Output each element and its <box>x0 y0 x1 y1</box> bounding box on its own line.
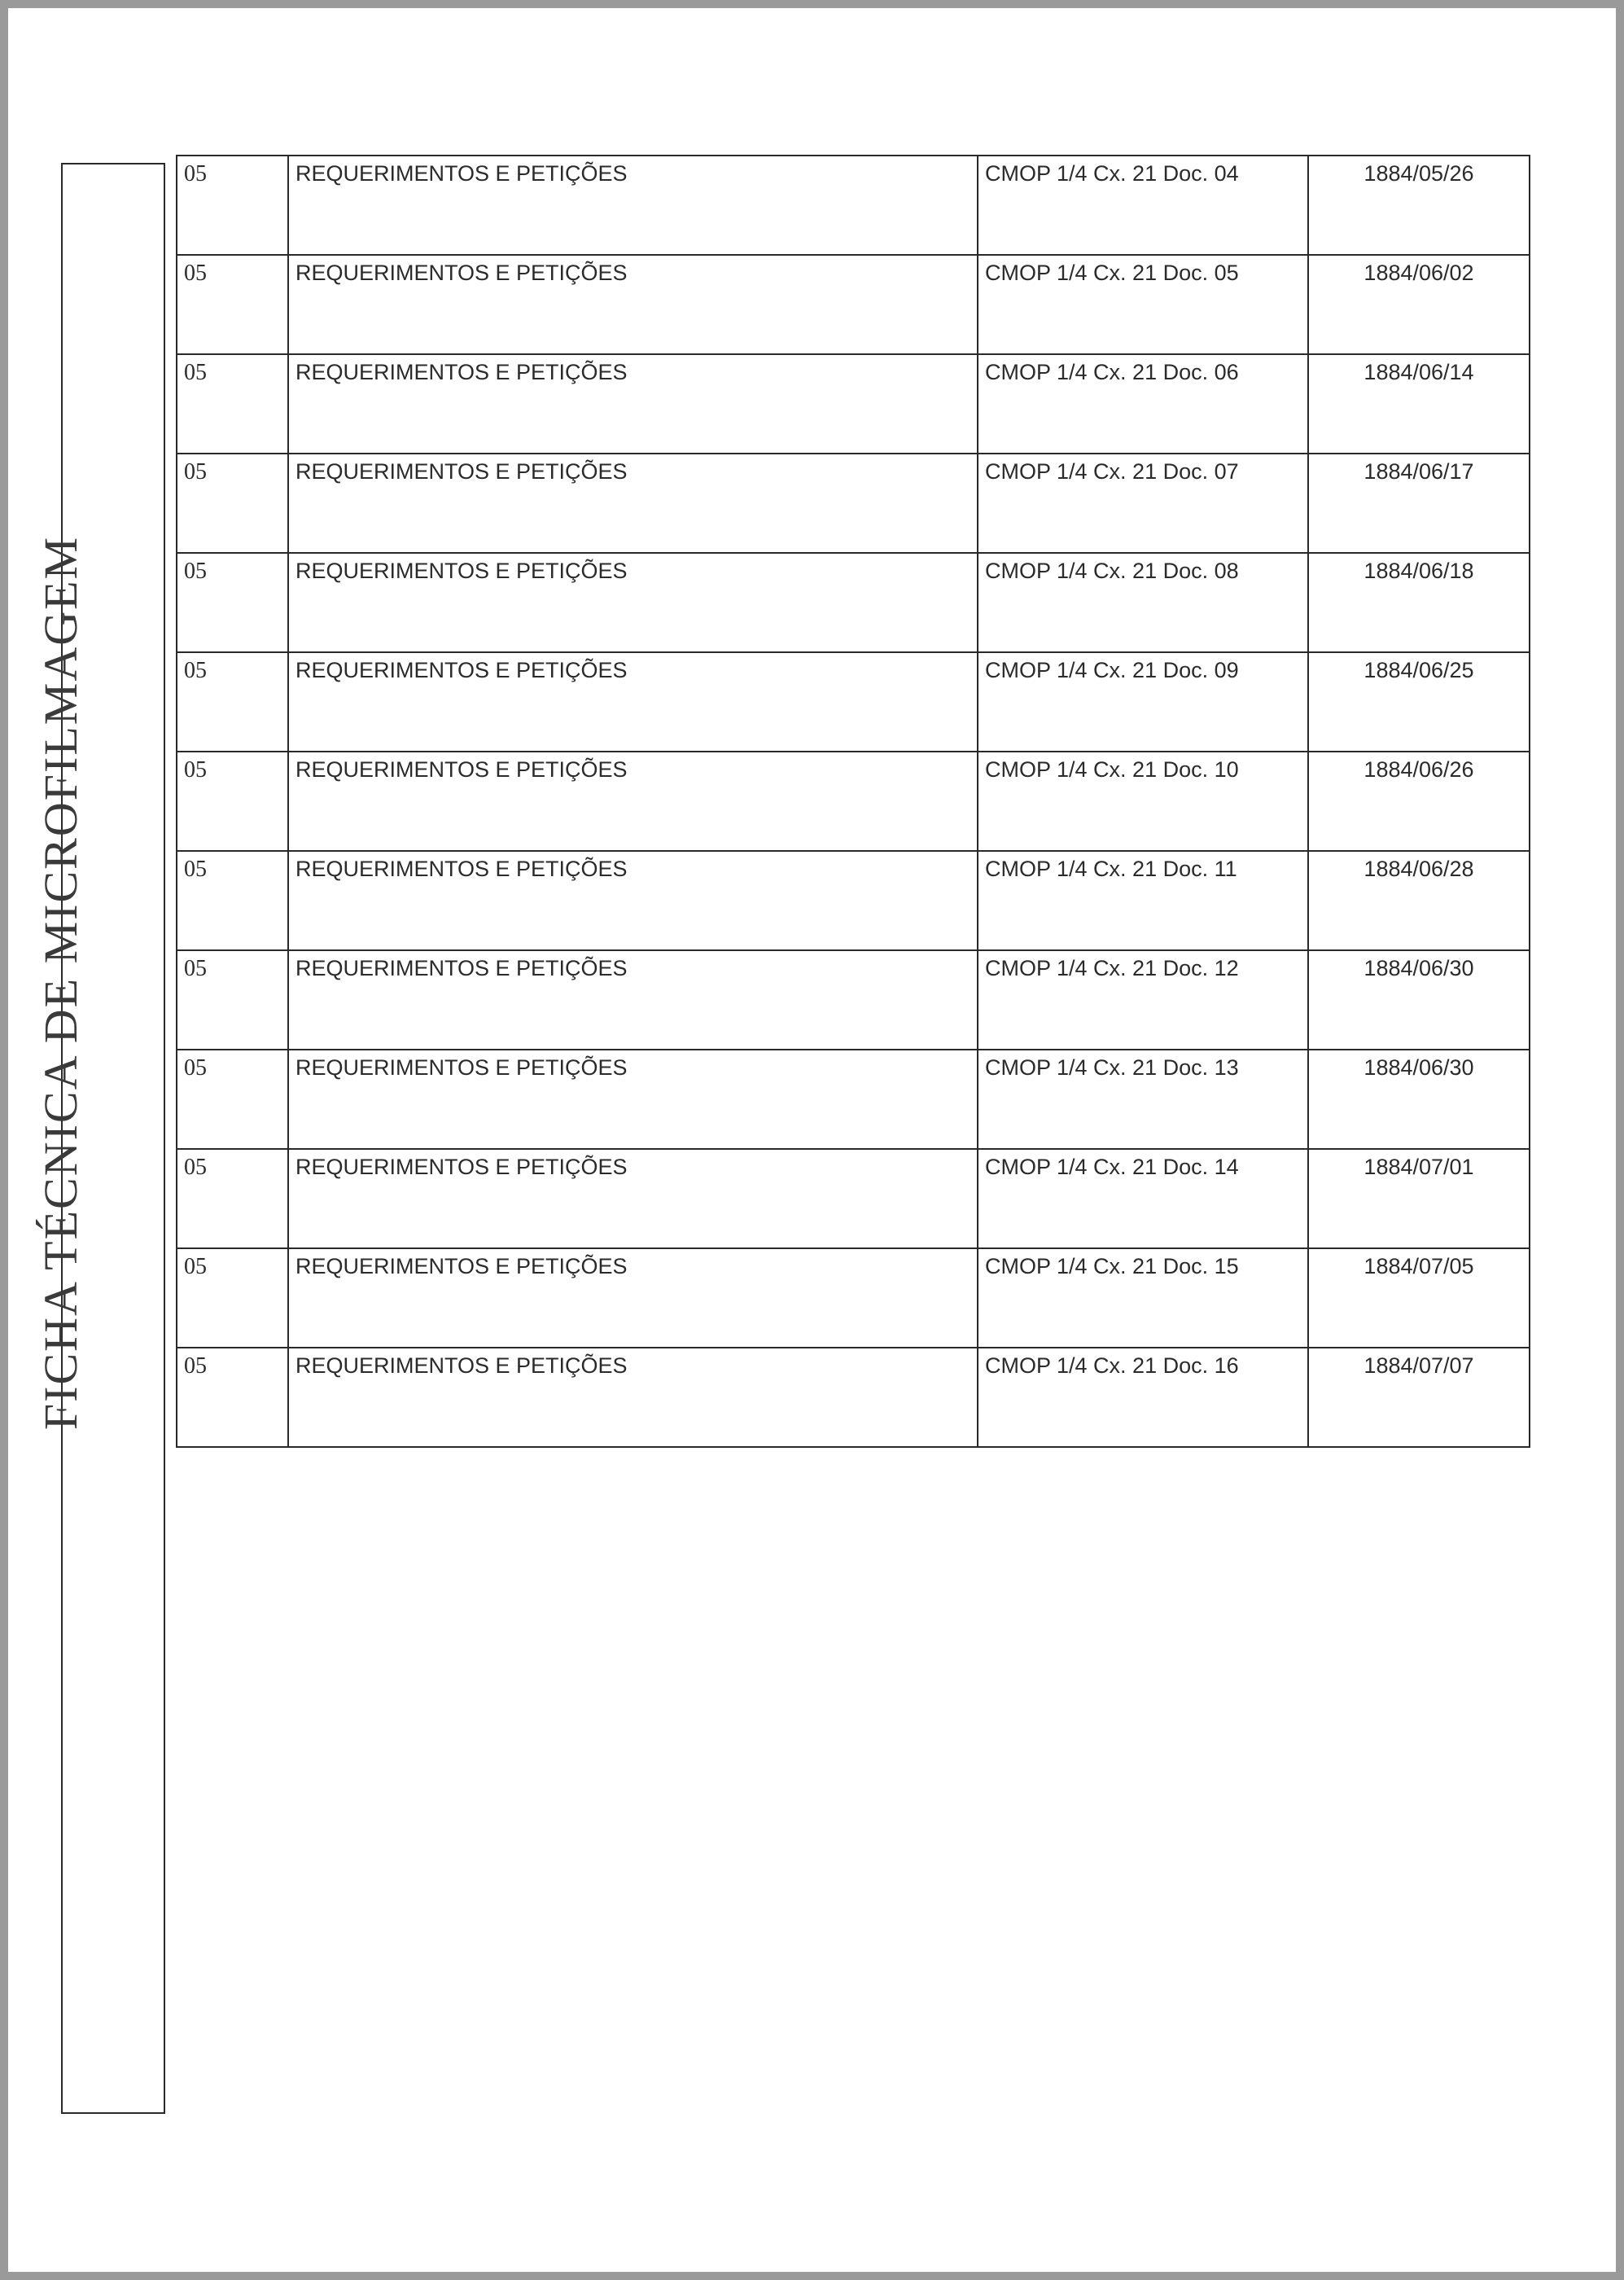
subject-cell: REQUERIMENTOS E PETIÇÕES <box>288 752 978 851</box>
date-cell: 1884/06/25 <box>1308 652 1530 752</box>
table-row <box>177 1348 1530 1447</box>
subject-cell: REQUERIMENTOS E PETIÇÕES <box>288 156 978 255</box>
date-cell: 1884/05/26 <box>1308 156 1530 255</box>
table-row <box>177 752 1530 851</box>
table-row <box>177 454 1530 553</box>
reference-cell: CMOP 1/4 Cx. 21 Doc. 05 <box>978 255 1308 354</box>
series-code-cell: 05 <box>177 851 288 950</box>
table-row <box>177 1149 1530 1248</box>
reference-cell: CMOP 1/4 Cx. 21 Doc. 10 <box>978 752 1308 851</box>
date-cell: 1884/06/17 <box>1308 454 1530 553</box>
table-row <box>177 255 1530 354</box>
subject-cell: REQUERIMENTOS E PETIÇÕES <box>288 553 978 652</box>
reference-cell: CMOP 1/4 Cx. 21 Doc. 11 <box>978 851 1308 950</box>
reference-cell: CMOP 1/4 Cx. 21 Doc. 12 <box>978 950 1308 1050</box>
series-code-cell: 05 <box>177 553 288 652</box>
reference-cell: CMOP 1/4 Cx. 21 Doc. 14 <box>978 1149 1308 1248</box>
series-code-cell: 05 <box>177 354 288 454</box>
series-code-cell: 05 <box>177 1050 288 1149</box>
reference-cell: CMOP 1/4 Cx. 21 Doc. 07 <box>978 454 1308 553</box>
date-cell: 1884/07/01 <box>1308 1149 1530 1248</box>
date-cell: 1884/07/07 <box>1308 1348 1530 1447</box>
reference-cell: CMOP 1/4 Cx. 21 Doc. 06 <box>978 354 1308 454</box>
records-table <box>176 155 1530 1448</box>
reference-cell: CMOP 1/4 Cx. 21 Doc. 16 <box>978 1348 1308 1447</box>
table-row <box>177 354 1530 454</box>
series-code-cell: 05 <box>177 652 288 752</box>
series-code-cell: 05 <box>177 1348 288 1447</box>
date-cell: 1884/07/05 <box>1308 1248 1530 1348</box>
date-cell: 1884/06/30 <box>1308 950 1530 1050</box>
series-code-cell: 05 <box>177 1248 288 1348</box>
table-row <box>177 553 1530 652</box>
series-code-cell: 05 <box>177 255 288 354</box>
subject-cell: REQUERIMENTOS E PETIÇÕES <box>288 1050 978 1149</box>
table-row <box>177 950 1530 1050</box>
table-row <box>177 851 1530 950</box>
table-row <box>177 652 1530 752</box>
series-code-cell: 05 <box>177 454 288 553</box>
subject-cell: REQUERIMENTOS E PETIÇÕES <box>288 1248 978 1348</box>
date-cell: 1884/06/18 <box>1308 553 1530 652</box>
table-row <box>177 156 1530 255</box>
date-cell: 1884/06/02 <box>1308 255 1530 354</box>
subject-cell: REQUERIMENTOS E PETIÇÕES <box>288 950 978 1050</box>
reference-cell: CMOP 1/4 Cx. 21 Doc. 13 <box>978 1050 1308 1149</box>
date-cell: 1884/06/28 <box>1308 851 1530 950</box>
subject-cell: REQUERIMENTOS E PETIÇÕES <box>288 255 978 354</box>
series-code-cell: 05 <box>177 1149 288 1248</box>
date-cell: 1884/06/30 <box>1308 1050 1530 1149</box>
subject-cell: REQUERIMENTOS E PETIÇÕES <box>288 1348 978 1447</box>
subject-cell: REQUERIMENTOS E PETIÇÕES <box>288 354 978 454</box>
subject-cell: REQUERIMENTOS E PETIÇÕES <box>288 652 978 752</box>
series-code-cell: 05 <box>177 752 288 851</box>
series-code-cell: 05 <box>177 950 288 1050</box>
side-label: FICHA TÉCNICA DE MICROFILMAGEM <box>33 535 87 1431</box>
series-code-cell: 05 <box>177 156 288 255</box>
date-cell: 1884/06/26 <box>1308 752 1530 851</box>
reference-cell: CMOP 1/4 Cx. 21 Doc. 04 <box>978 156 1308 255</box>
subject-cell: REQUERIMENTOS E PETIÇÕES <box>288 454 978 553</box>
reference-cell: CMOP 1/4 Cx. 21 Doc. 08 <box>978 553 1308 652</box>
subject-cell: REQUERIMENTOS E PETIÇÕES <box>288 851 978 950</box>
records-table-body <box>177 156 1530 1447</box>
table-row <box>177 1248 1530 1348</box>
date-cell: 1884/06/14 <box>1308 354 1530 454</box>
subject-cell: REQUERIMENTOS E PETIÇÕES <box>288 1149 978 1248</box>
table-row <box>177 1050 1530 1149</box>
reference-cell: CMOP 1/4 Cx. 21 Doc. 09 <box>978 652 1308 752</box>
document-page <box>8 8 1616 2272</box>
reference-cell: CMOP 1/4 Cx. 21 Doc. 15 <box>978 1248 1308 1348</box>
